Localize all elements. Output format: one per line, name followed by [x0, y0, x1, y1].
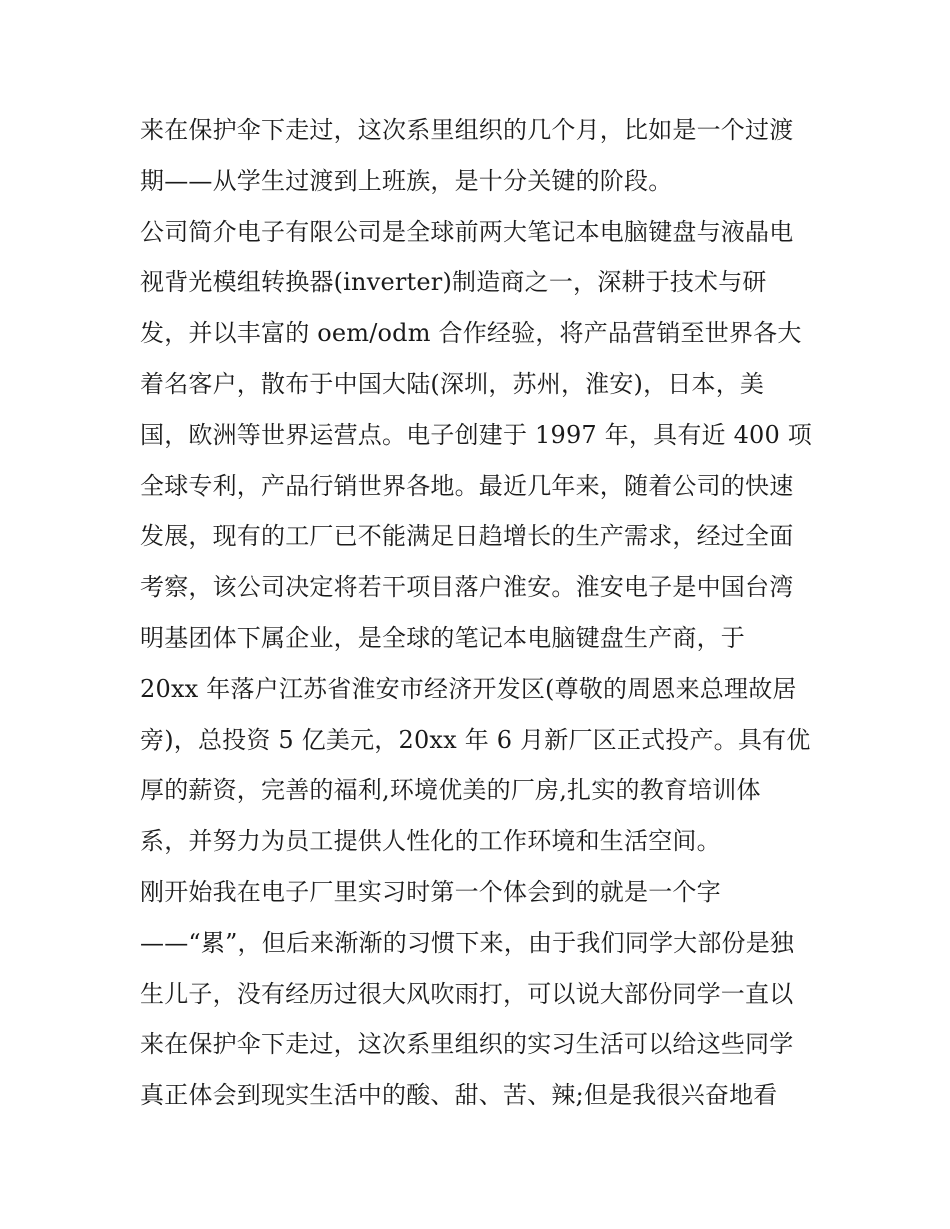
text-line: 明基团体下属企业，是全球的笔记本电脑键盘生产商，于	[140, 623, 745, 652]
text-line: 真正体会到现实生活中的酸、甜、苦、辣;但是我很兴奋地看	[140, 1081, 778, 1110]
text-line: 来在保护伞下走过，这次系里组织的几个月，比如是一个过渡	[140, 116, 794, 144]
text-line: ——“累”，但后来渐渐的习惯下来，由于我们同学大部份是独	[140, 928, 795, 957]
text-line: 公司简介电子有限公司是全球前两大笔记本电脑键盘与液晶电	[140, 217, 794, 246]
text-line: 全球专利，产品行销世界各地。最近几年来，随着公司的快速	[140, 471, 794, 500]
text-line: 发展，现有的工厂已不能满足日趋增长的生产需求，经过全面	[140, 522, 794, 551]
body-text	[140, 110, 820, 1126]
text-line: 发，并以丰富的 oem/odm 合作经验，将产品营销至世界各大	[140, 319, 802, 348]
text-line: 视背光模组转换器(inverter)制造商之一，深耕于技术与研	[140, 268, 767, 297]
text-line: 旁)，总投资 5 亿美元，20xx 年 6 月新厂区正式投产。具有优	[140, 725, 811, 754]
text-line: 厚的薪资，完善的福利,环境优美的厂房,扎实的教育培训体	[140, 776, 761, 805]
text-line: 系，并努力为员工提供人性化的工作环境和生活空间。	[140, 827, 721, 856]
text-line: 20xx 年落户江苏省淮安市经济开发区(尊敬的周恩来总理故居	[140, 674, 797, 703]
text-line: 来在保护伞下走过，这次系里组织的实习生活可以给这些同学	[140, 1030, 794, 1059]
text-line: 国，欧洲等世界运营点。电子创建于 1997 年，具有近 400 项	[140, 420, 813, 449]
text-line: 着名客户，散布于中国大陆(深圳，苏州，淮安)，日本，美	[140, 369, 765, 398]
text-line: 期——从学生过渡到上班族，是十分关键的阶段。	[140, 166, 673, 195]
text-line: 考察，该公司决定将若干项目落户淮安。淮安电子是中国台湾	[140, 573, 794, 602]
text-line: 刚开始我在电子厂里实习时第一个体会到的就是一个字	[140, 877, 721, 906]
text-line: 生儿子，没有经历过很大风吹雨打，可以说大部份同学一直以	[140, 979, 794, 1008]
